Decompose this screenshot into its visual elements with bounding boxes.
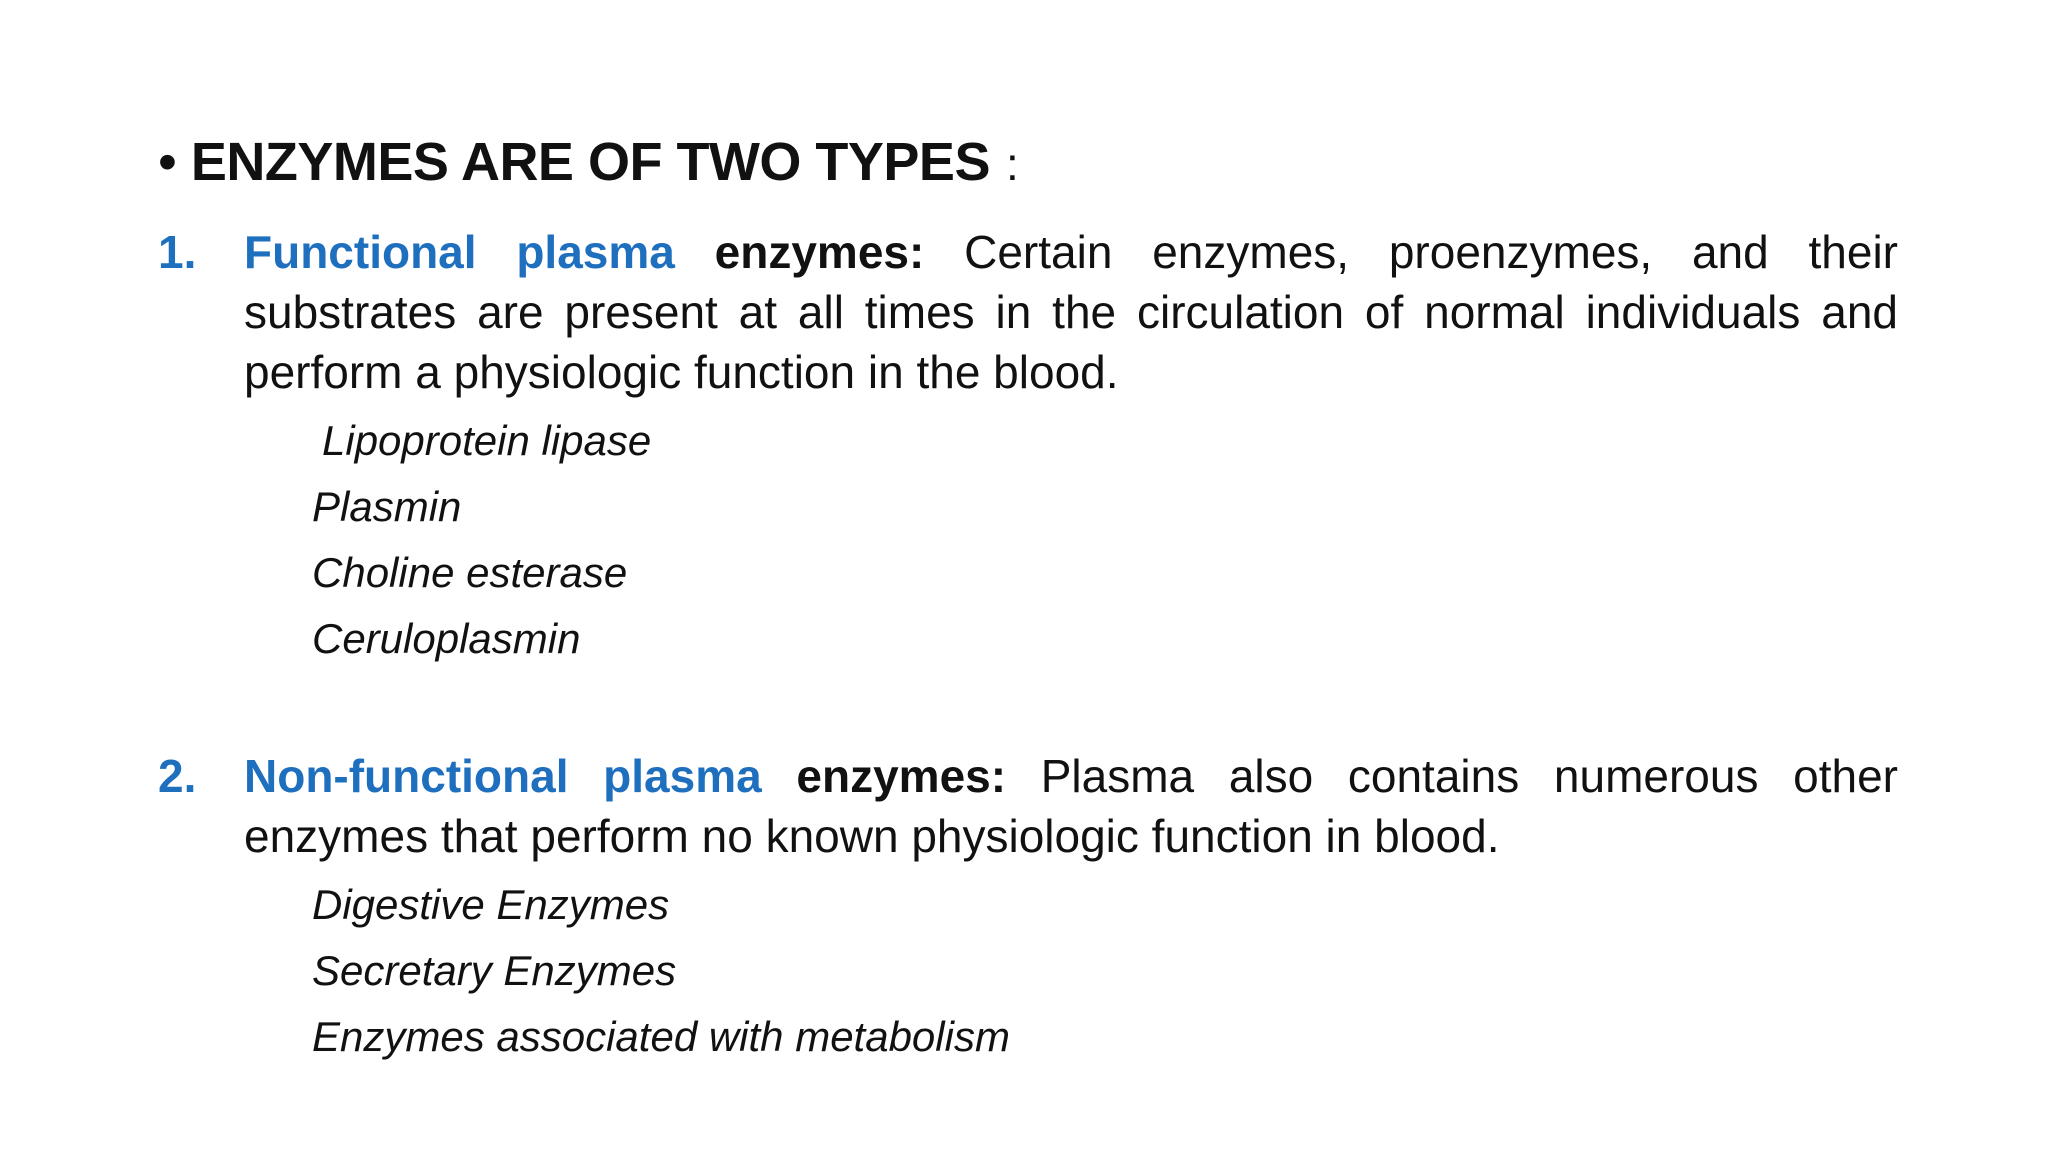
heading-bullet: • [158,132,177,192]
example-item: Choline esterase [312,549,628,596]
item-paragraph [244,746,1898,866]
example-item: Enzymes associated with metabolism [312,1013,1010,1060]
heading-title: ENZYMES ARE OF TWO TYPES [190,132,990,192]
item-number: 1. [158,226,197,278]
example-item: Ceruloplasmin [312,615,581,662]
example-item: Plasmin [312,483,462,530]
item-paragraph [244,222,1898,402]
item-term: Functional plasma [244,226,675,278]
enzyme-type-non-functional [158,746,1898,1070]
item-description: Certain enzymes, proenzymes, and their substrates are present at all times in the circulation of normal individuals and perform a physiologic function in the blood. [244,226,1898,398]
item-number: 2. [158,750,197,802]
slide-heading [158,128,1019,198]
example-item: Digestive Enzymes [312,881,670,928]
item-term-suffix: enzymes: [714,226,925,278]
example-list [158,872,1898,1070]
example-list [158,408,1898,672]
enzyme-type-functional [158,222,1898,672]
item-term-suffix: enzymes: [796,750,1007,802]
heading-colon: : [1005,138,1019,190]
example-item: Secretary Enzymes [312,947,677,994]
example-item: Lipoprotein lipase [322,417,652,464]
item-description: Plasma also contains numerous other enzymes that perform no known physiologic function in blood. [244,750,1898,862]
item-term: Non-functional plasma [244,750,762,802]
